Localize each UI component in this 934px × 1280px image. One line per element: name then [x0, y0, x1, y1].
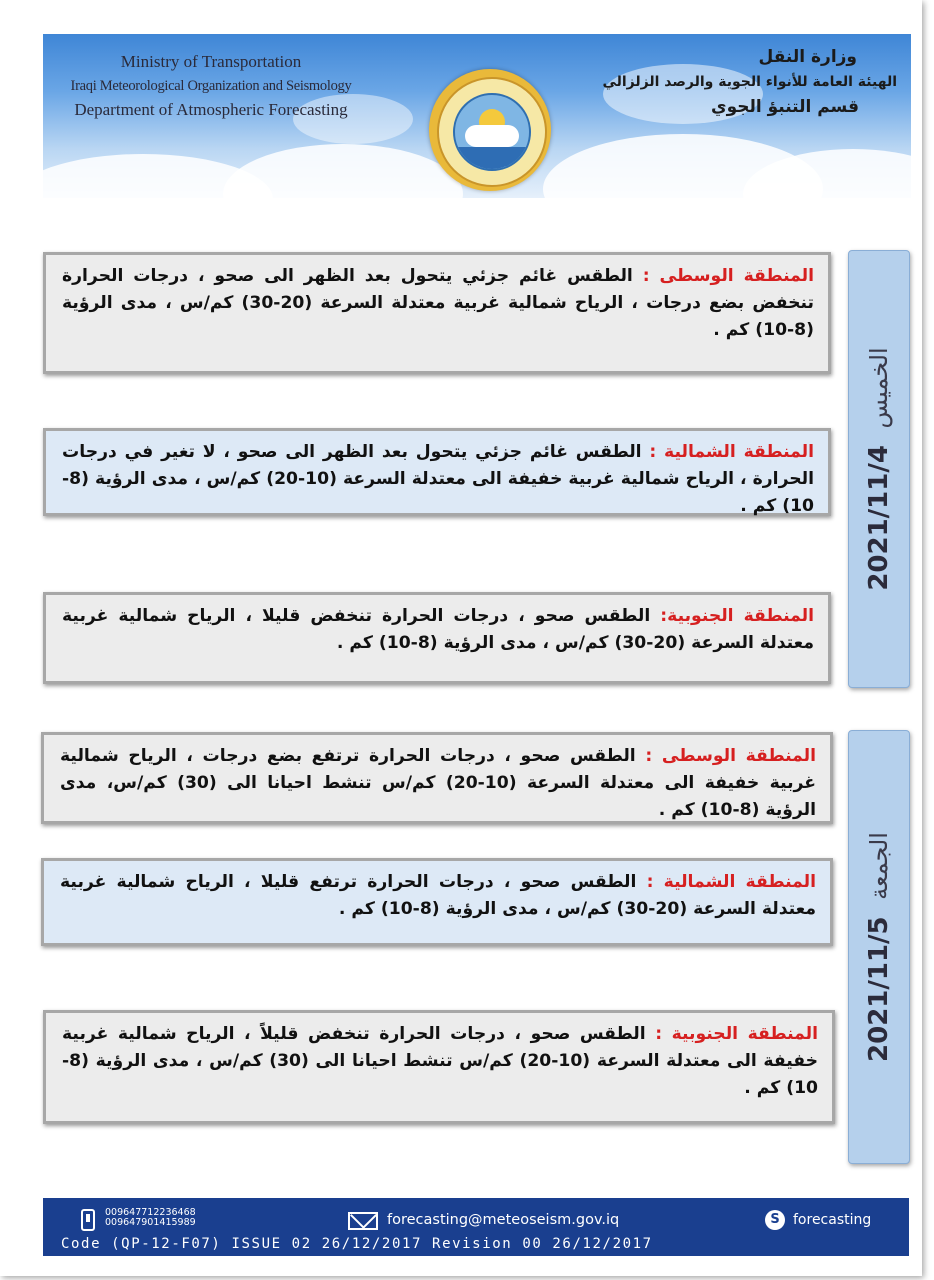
- forecast-box-central-day1: [43, 252, 831, 374]
- region-label: المنطقة الجنوبية:: [660, 606, 814, 626]
- forecast-box-north-day2: [41, 858, 833, 946]
- email-address[interactable]: forecasting@meteoseism.gov.iq: [387, 1212, 620, 1228]
- phone-numbers: [105, 1208, 196, 1228]
- forecast-box-south-day2: [43, 1010, 835, 1124]
- forecast-text: الطقس غائم جزئي يتحول بعد الظهر الى صحو ، لا تغير في درجات الحرارة ، الرياح شمالية غربية خفيفة الى معتدلة السرعة (10-20) كم/س ، مدى الرؤية (8-10) كم .: [62, 442, 814, 516]
- organization-name-en: Iraqi Meteorological Organization and Seismology: [70, 78, 352, 94]
- date-tab-day2: [848, 730, 910, 1164]
- forecast-box-central-day2: [41, 732, 833, 824]
- mail-icon: [348, 1212, 378, 1230]
- phone-number-1: 009647712236468: [105, 1207, 196, 1218]
- department-name-en: Department of Atmospheric Forecasting: [74, 100, 348, 119]
- region-label: المنطقة الوسطى :: [642, 266, 814, 286]
- skype-handle: forecasting: [793, 1212, 872, 1228]
- ministry-name-en: Ministry of Transportation: [120, 52, 302, 71]
- region-label: المنطقة الجنوبية :: [655, 1024, 819, 1044]
- forecast-text: الطقس صحو ، درجات الحرارة ترتفع بضع درجات ، الرياح شمالية غربية خفيفة الى معتدلة السرعة (10-20) كم/س تنشط احيانا الى (30) كم/س، مدى الرؤية (8-10) كم .: [60, 746, 816, 820]
- document-code-line: Code (QP-12-F07) ISSUE 02 26/12/2017 Revision 00 26/12/2017: [61, 1236, 653, 1252]
- department-name-ar: قسم التنبؤ الجوي: [711, 97, 859, 117]
- region-label: المنطقة الشمالية :: [646, 872, 816, 892]
- skype-icon: S: [765, 1210, 785, 1230]
- region-label: المنطقة الشمالية :: [649, 442, 814, 462]
- ministry-name-ar: وزارة النقل: [758, 47, 857, 67]
- organization-name-ar: الهيئة العامة للأنواء الجوية والرصد الزلزالي: [602, 74, 897, 90]
- date-day2: 2021/11/5: [864, 916, 894, 1062]
- header-arabic: [597, 44, 897, 120]
- forecast-box-north-day1: [43, 428, 831, 516]
- organization-logo: [429, 69, 551, 191]
- region-label: المنطقة الوسطى :: [645, 746, 817, 766]
- phone-number-2: 009647901415989: [105, 1217, 196, 1228]
- forecast-text: الطقس صحو ، درجات الحرارة ترتفع قليلا ، الرياح شمالية غربية معتدلة السرعة (20-30) كم/س ، مدى الرؤية (8-10) كم .: [60, 872, 816, 919]
- forecast-text: الطقس صحو ، درجات الحرارة تنخفض قليلاً ، الرياح شمالية غربية خفيفة الى معتدلة السرعة (10-20) كم/س تنشط احيانا الى (30) كم/س ، مدى الرؤية (8-10) كم .: [62, 1024, 818, 1098]
- forecast-box-south-day1: [43, 592, 831, 684]
- header-english: [61, 50, 361, 122]
- date-day1: 2021/11/4: [864, 445, 894, 591]
- footer-bar: [43, 1198, 909, 1256]
- weekday-day1: الخميس: [865, 347, 893, 429]
- header-banner: [43, 34, 911, 198]
- weekday-day2: الجمعة: [865, 832, 893, 900]
- forecast-text: الطقس صحو ، درجات الحرارة تنخفض قليلا ، الرياح شمالية غربية معتدلة السرعة (20-30) كم/س ، مدى الرؤية (8-10) كم .: [62, 606, 814, 653]
- forecast-text: الطقس غائم جزئي يتحول بعد الظهر الى صحو ، درجات الحرارة تنخفض بضع درجات ، الرياح شمالية غربية معتدلة السرعة (20-30) كم/س ، مدى الرؤية (8-10) كم .: [62, 266, 814, 340]
- phone-icon: [81, 1209, 95, 1231]
- date-tab-day1: [848, 250, 910, 688]
